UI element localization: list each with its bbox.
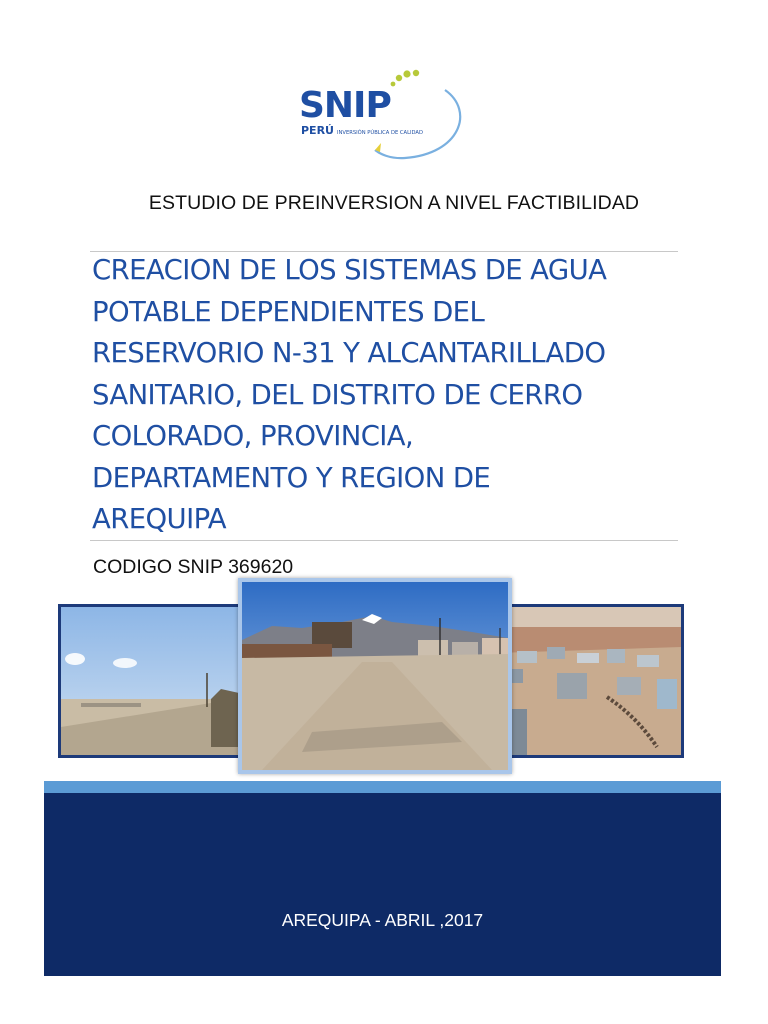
title-line: POTABLE DEPENDIENTES DEL: [92, 295, 485, 328]
project-title: [92, 250, 682, 541]
title-line: COLORADO, PROVINCIA,: [92, 420, 414, 452]
title-bottom-rule: [90, 540, 678, 541]
title-line: DEPARTAMENTO Y REGION DE: [92, 461, 491, 494]
dirt-street-with-volcano-photo: [238, 578, 512, 774]
title-line: SANITARIO, DEL DISTRITO DE CERRO: [92, 378, 583, 411]
footer-location-date: AREQUIPA - ABRIL ,2017: [281, 910, 484, 930]
title-line: RESERVORIO N-31 Y ALCANTARILLADO: [92, 337, 606, 369]
logo-country: PERÚ: [301, 124, 334, 137]
logo-brand: SNIP: [299, 85, 391, 126]
footer-band: [44, 793, 721, 976]
snip-code: CODIGO SNIP 369620: [93, 556, 294, 578]
title-line: CREACION DE LOS SISTEMAS DE AGUA: [92, 254, 607, 286]
study-subtitle: ESTUDIO DE PREINVERSION A NIVEL FACTIBILIDAD: [148, 192, 640, 214]
logo-tagline: INVERSIÓN PÚBLICA DE CALIDAD: [337, 130, 423, 136]
snip-peru-logo: [295, 66, 473, 164]
footer-accent-band: [44, 781, 721, 793]
title-line: AREQUIPA: [92, 503, 227, 535]
hillside-settlement-photo: [494, 604, 684, 758]
